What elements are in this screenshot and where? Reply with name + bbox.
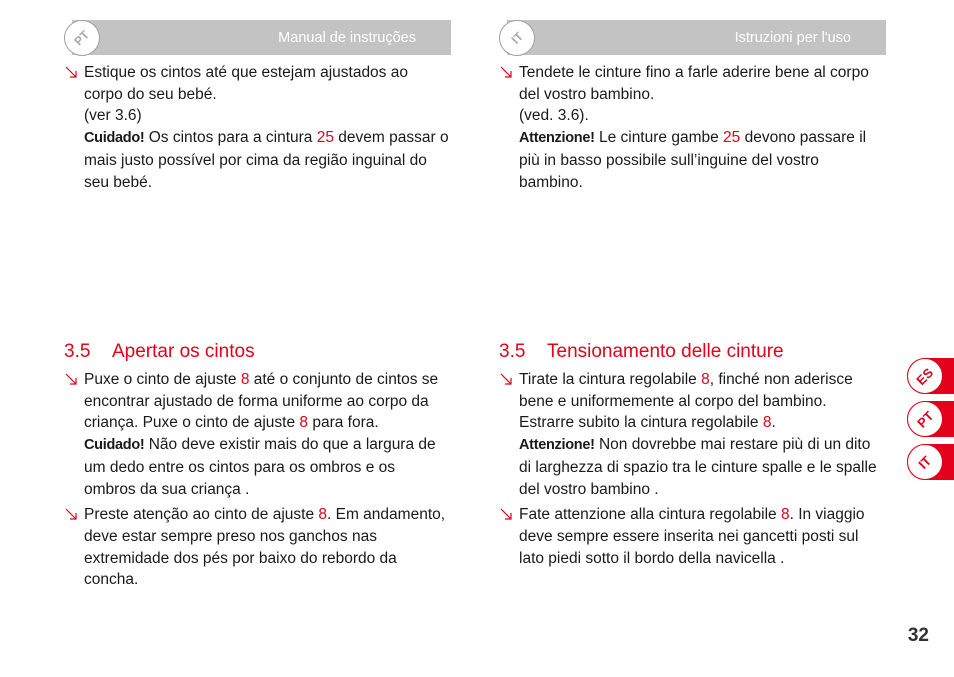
language-badge-it: IT [499,20,535,56]
list-item: Preste atenção ao cinto de ajuste 8. Em andamento, deve estar sempre preso nos ganchos nas extremidade dos pés por baixo do rebordo da concha. [64,504,449,591]
arrow-bullet-icon [65,66,78,79]
arrow-bullet-icon [500,508,513,521]
side-tab-pt[interactable]: PT [907,401,954,437]
arrow-bullet-icon [65,373,78,386]
arrow-bullet-icon [500,373,513,386]
page-number: 32 [907,625,929,646]
column-pt-top [64,62,449,197]
list-item: Fate attenzione alla cintura regolabile 8. In viaggio deve sempre essere inserita nei gancetti posti sul lato piedi sotto il bordo della navicella . [499,504,884,569]
side-tab-es[interactable]: ES [907,358,954,394]
arrow-bullet-icon [65,508,78,521]
list-item: Puxe o cinto de ajuste 8 até o conjunto de cintos se encontrar ajustado de forma uniforme ao corpo da criança. Puxe o cinto de ajuste 8 para fora. Cuidado! Não deve existir mais do que a largura de um dedo entre os cintos para os ombros e os ombros da sua criança . [64,369,449,500]
language-badge-pt: PT [64,20,100,56]
header-title-it: Istruzioni per l'uso [734,30,851,46]
side-tab-it[interactable]: IT [907,444,954,480]
list-item: Tendete le cinture fino a farle aderire bene al corpo del vostro bambino. (ved. 3.6). Attenzione! Le cinture gambe 25 devono passare il più in basso possibile sull’inguine del vostro bambino. [499,62,884,193]
header-bar-it [507,20,886,55]
list-item: Tirate la cintura regolabile 8, finché non aderisce bene e uniformemente al corpo del bambino. Estrarre subito la cintura regolabile 8. Attenzione! Non dovrebbe mai restare più di un dito di larghezza di spazio tra le cinture spalle e le spalle del vostro bambino . [499,369,884,500]
column-pt-section [64,369,449,595]
header-title-pt: Manual de instruções [278,30,416,46]
column-it-section [499,369,884,573]
column-it-top [499,62,884,197]
section-heading-it: 3.5 Tensionamento delle cinture [499,341,784,362]
section-heading-pt: 3.5 Apertar os cintos [64,341,255,362]
list-item: Estique os cintos até que estejam ajustados ao corpo do seu bebé. (ver 3.6) Cuidado! Os cintos para a cintura 25 devem passar o mais justo possível por cima da região inguinal do seu bebé. [64,62,449,193]
arrow-bullet-icon [500,66,513,79]
header-bar-pt [72,20,451,55]
